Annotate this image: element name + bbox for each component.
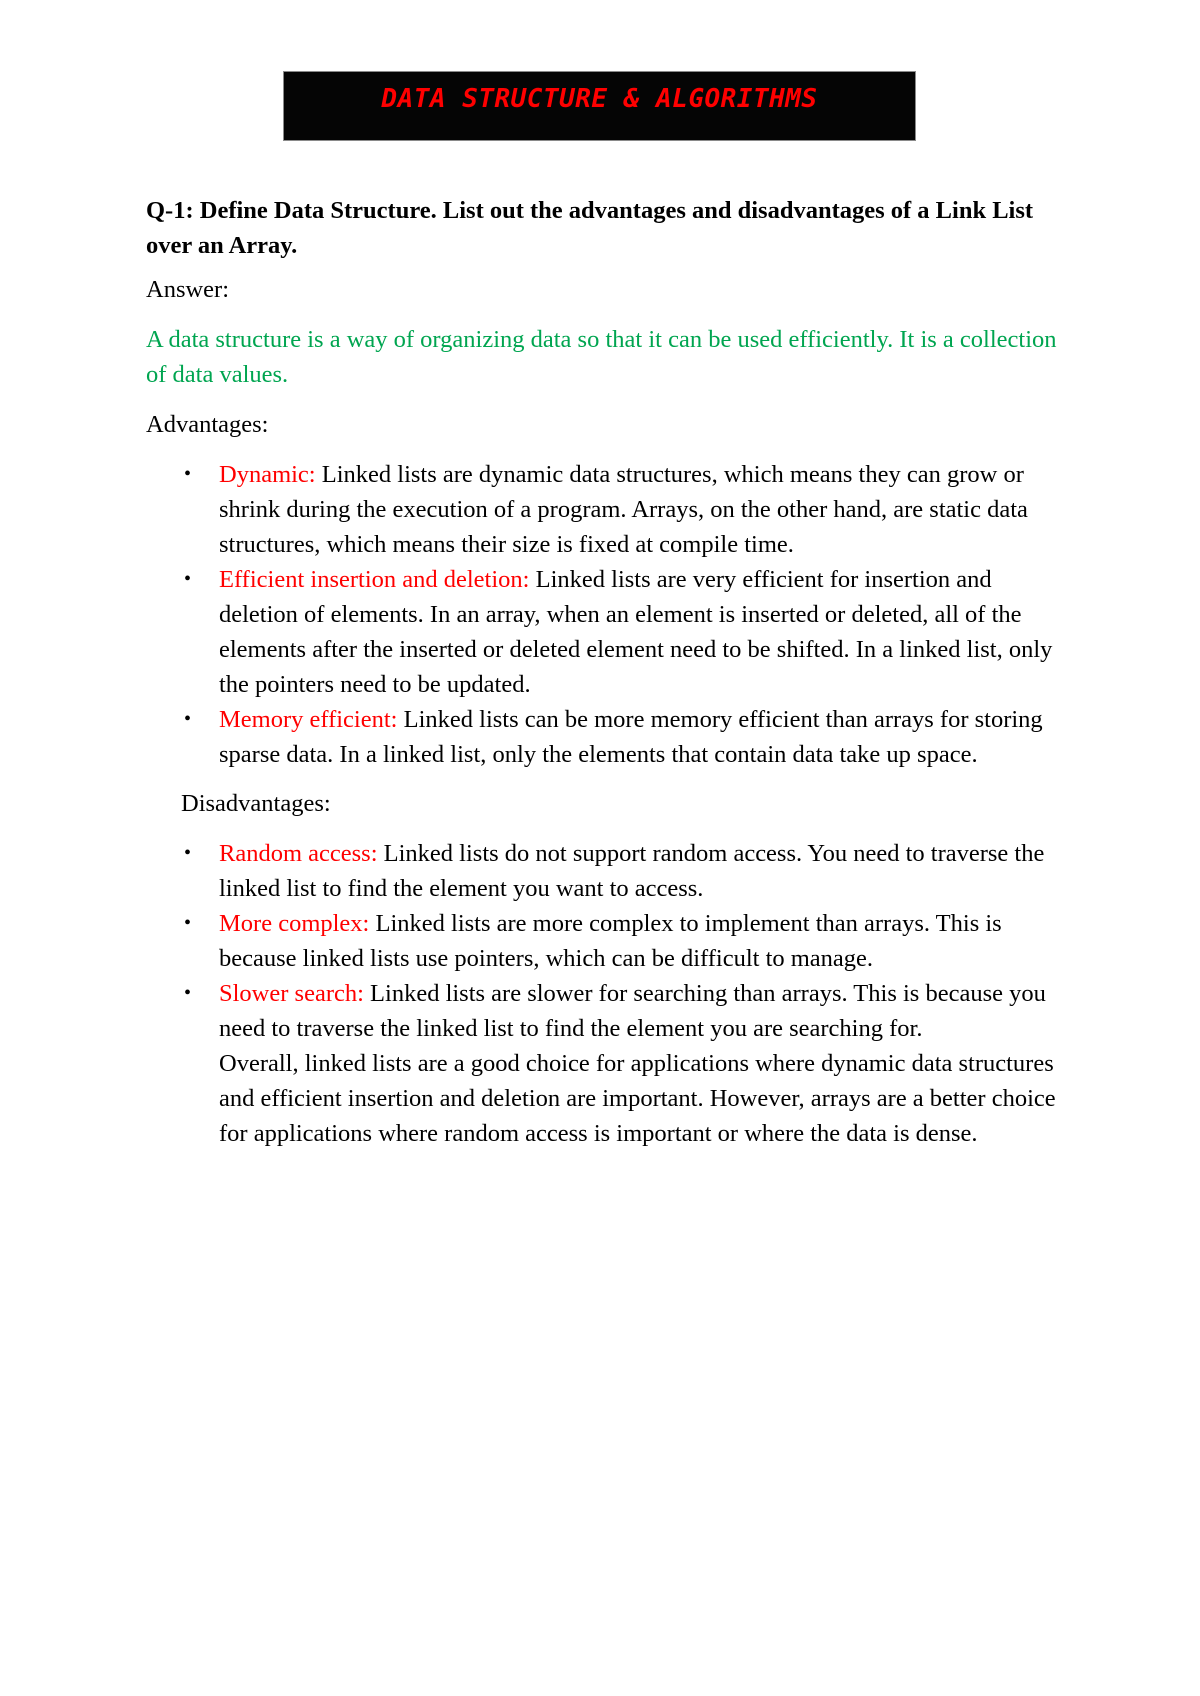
item-term: Dynamic: <box>219 461 316 488</box>
conclusion-text: Overall, linked lists are a good choice for applications where dynamic data structures and efficient insertion and deletion are important. However, arrays are a better choice for applications where random access is important or where the data is dense. <box>219 1050 1056 1147</box>
advantages-label: Advantages: <box>146 411 269 438</box>
bullet-icon: • <box>184 912 192 934</box>
item-term: Random access: <box>219 840 378 867</box>
list-item <box>184 457 1066 562</box>
list-item <box>184 836 1066 906</box>
item-term: Slower search: <box>219 980 364 1007</box>
item-text: Linked lists are dynamic data structures, which means they can grow or shrink during the execution of a program. Arrays, on the other hand, are static data structures, which means their size is fixed at compile time. <box>219 461 1028 558</box>
item-term: Memory efficient: <box>219 706 398 733</box>
document-body <box>146 193 1066 1151</box>
disadvantages-list <box>146 836 1066 1151</box>
item-text: Linked lists are more complex to implement than arrays. This is because linked lists use pointers, which can be difficult to manage. <box>219 910 1002 972</box>
answer-label: Answer: <box>146 276 230 303</box>
list-item <box>184 702 1066 772</box>
bullet-icon: • <box>184 842 192 864</box>
item-text: Linked lists are slower for searching than arrays. This is because you need to traverse the linked list to find the element you are searching for. <box>219 980 1046 1042</box>
bullet-icon: • <box>184 568 192 590</box>
list-item <box>184 562 1066 702</box>
bullet-icon: • <box>184 982 192 1004</box>
definition-text: A data structure is a way of organizing data so that it can be used efficiently. It is a collection of data values. <box>146 326 1057 388</box>
question-heading: Q-1: Define Data Structure. List out the advantages and disadvantages of a Link List over an Array. <box>146 197 1034 259</box>
item-text: Linked lists are very efficient for insertion and deletion of elements. In an array, when an element is inserted or deleted, all of the elements after the inserted or deleted element need to be shifted. In a linked list, only the pointers need to be updated. <box>219 566 1053 698</box>
bullet-icon: • <box>184 463 192 485</box>
document-title: DATA STRUCTURE & ALGORITHMS <box>381 84 818 114</box>
list-item <box>184 976 1066 1151</box>
title-banner <box>283 71 916 141</box>
item-term: Efficient insertion and deletion: <box>219 566 530 593</box>
item-text: Linked lists can be more memory efficient than arrays for storing sparse data. In a linked list, only the elements that contain data take up space. <box>219 706 1043 768</box>
list-item <box>184 906 1066 976</box>
item-term: More complex: <box>219 910 370 937</box>
item-text: Linked lists do not support random access. You need to traverse the linked list to find the element you want to access. <box>219 840 1045 902</box>
bullet-icon: • <box>184 708 192 730</box>
advantages-list <box>146 457 1066 772</box>
disadvantages-label: Disadvantages: <box>181 790 331 817</box>
